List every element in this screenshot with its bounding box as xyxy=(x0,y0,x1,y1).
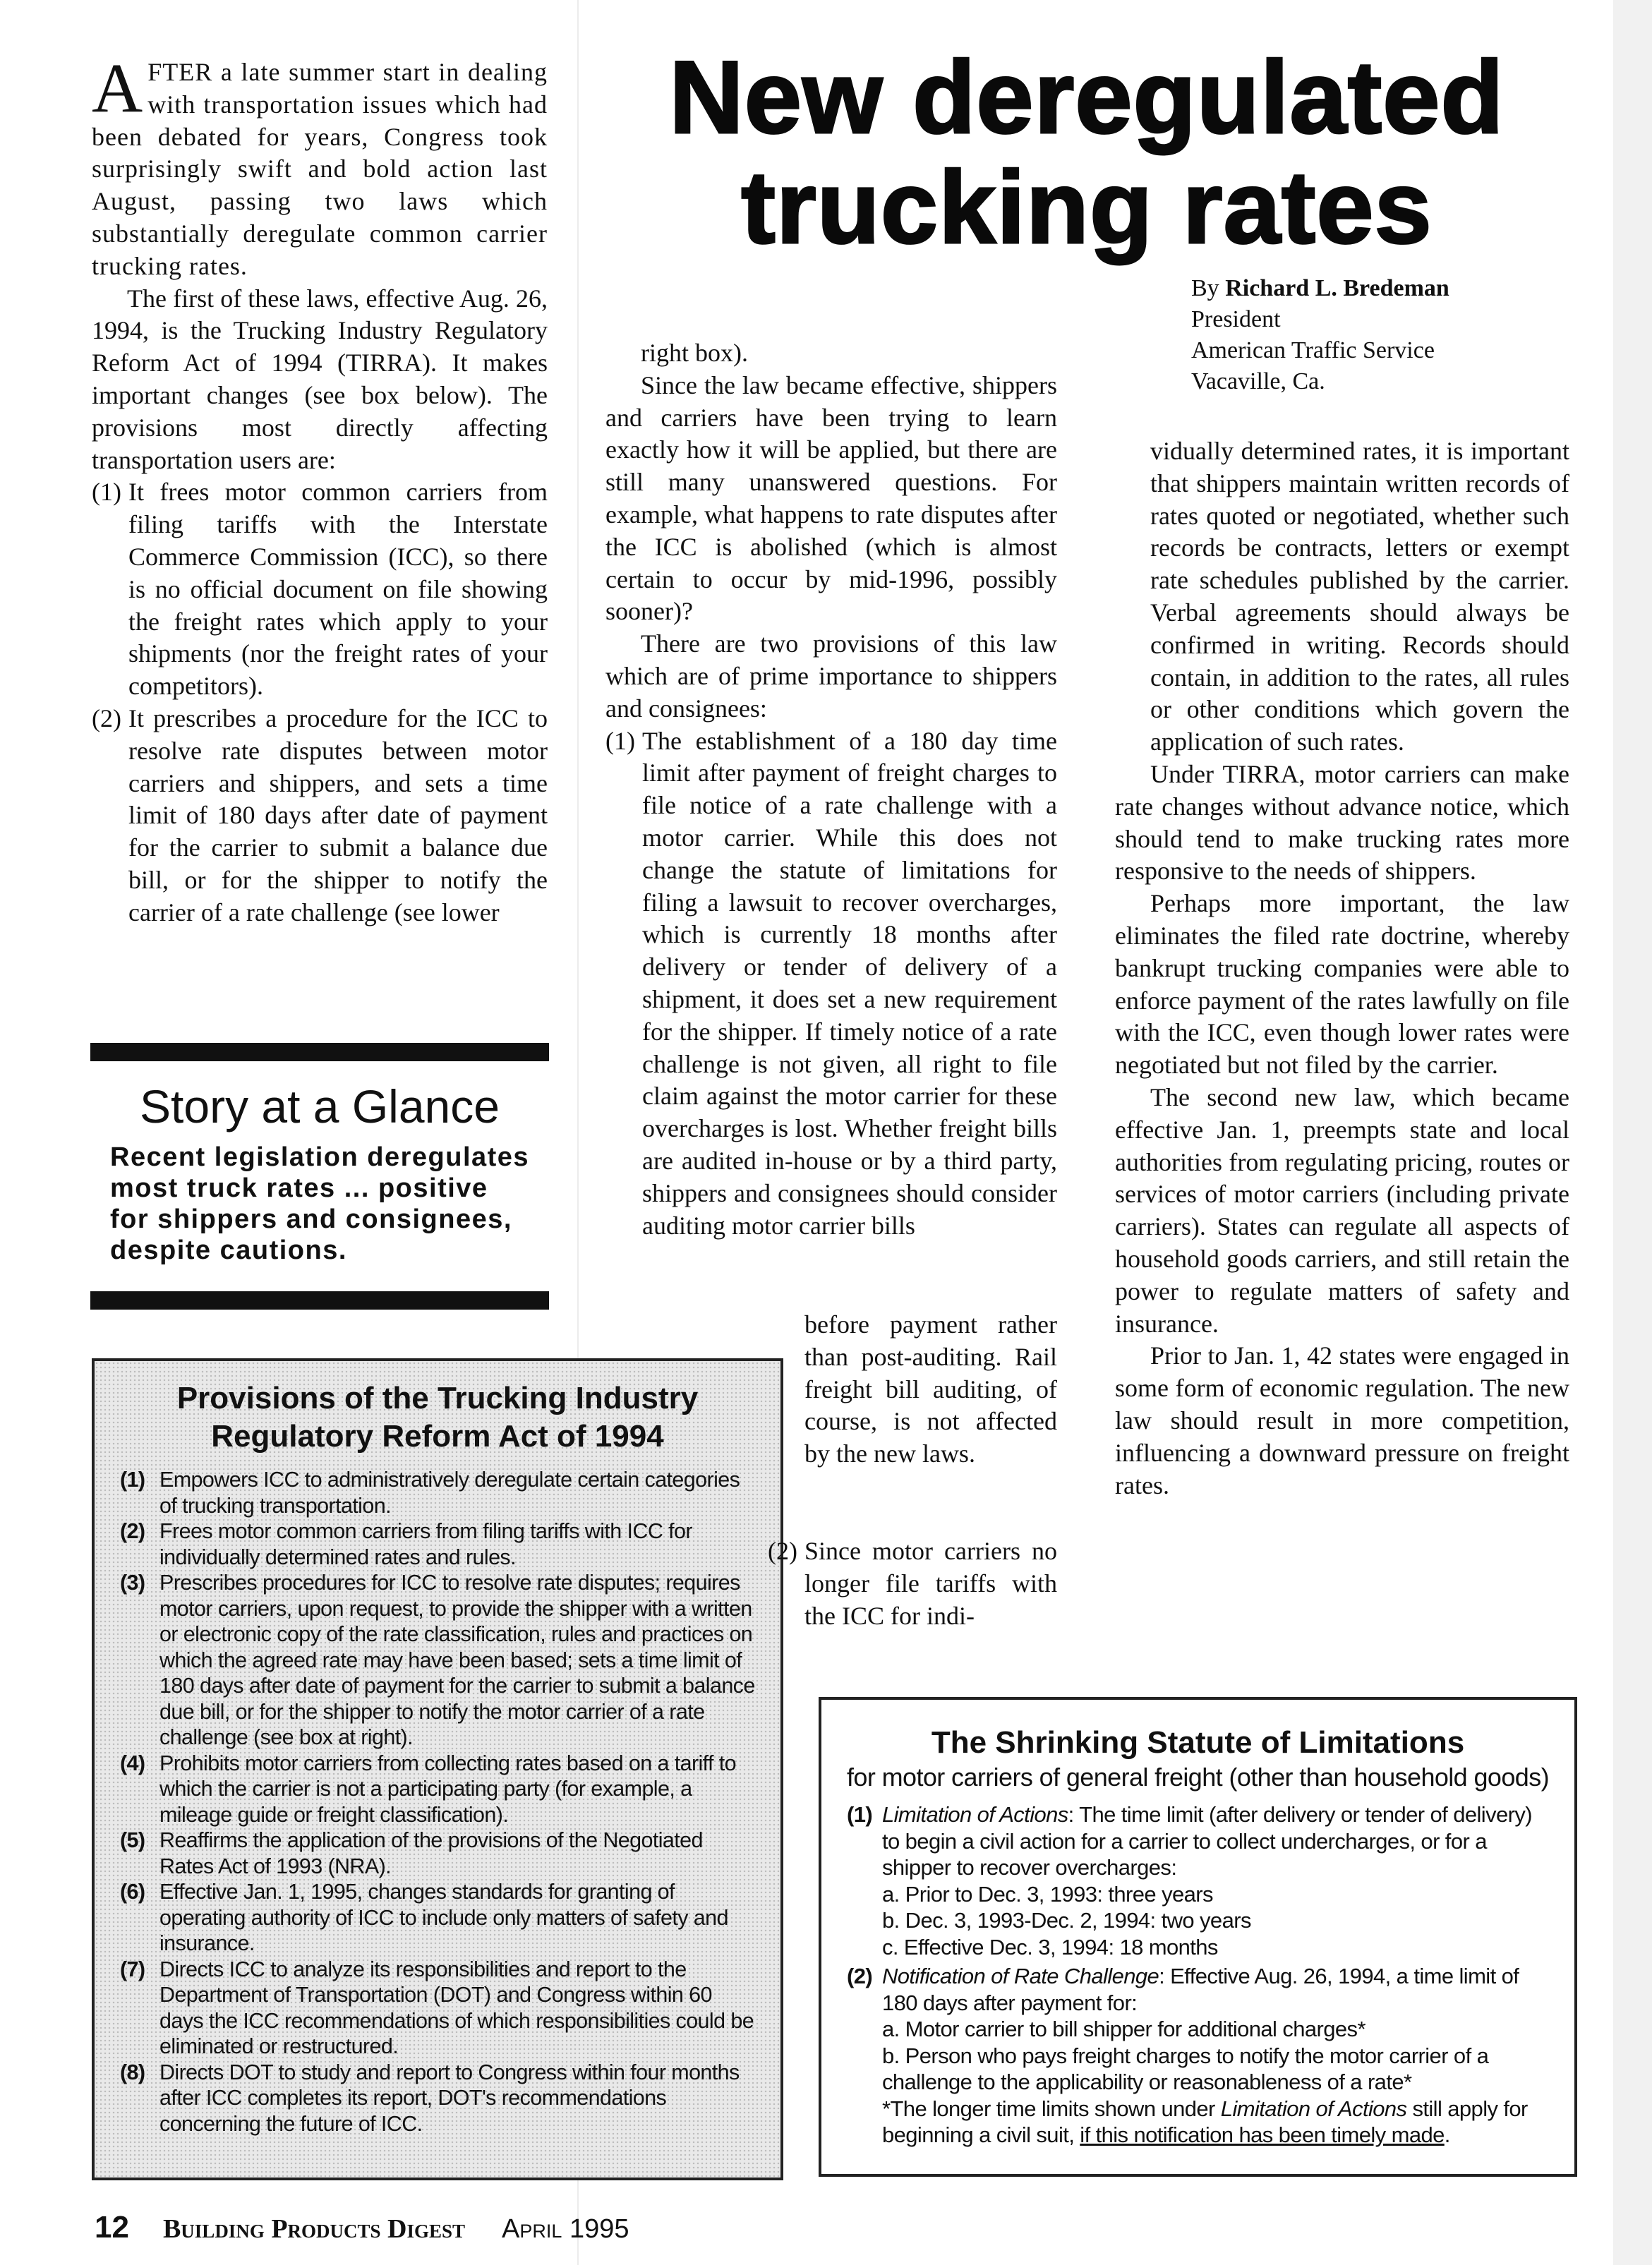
byline-by: By xyxy=(1191,275,1226,301)
provision-item xyxy=(120,1828,755,1879)
statute-item-2-b: b. Person who pays freight charges to notify the motor carrier of a challenge to the applicability or reasonableness of a rate* xyxy=(882,2043,1489,2094)
footnote-mid: still apply for beginning a civil suit, xyxy=(882,2096,1528,2147)
footnote-underline: if this notification has been timely made xyxy=(1080,2122,1445,2147)
col1-paragraph-1 xyxy=(92,49,548,283)
col1-list-item-1 xyxy=(92,476,548,703)
col3-paragraph-3: Perhaps more important, the law eliminates the filed rate doctrine, whereby bankrupt trucking companies were able to enforce payment of the rates lawfully on file with the ICC, even though lower rates were negotiated but not filed by the carrier. xyxy=(1115,889,1569,1080)
glance-bottom-rule xyxy=(90,1291,549,1310)
statute-item-1-c: c. Effective Dec. 3, 1994: 18 months xyxy=(882,1934,1218,1959)
col2-paragraph-2: There are two provisions of this law which are of prime importance to shippers and consignees: xyxy=(605,629,1057,723)
list-text: Effective Jan. 1, 1995, changes standards for granting of operating authority of ICC to include only matters of safety and insurance. xyxy=(159,1880,728,1955)
footnote-italic: Limitation of Actions xyxy=(1220,2096,1407,2121)
glance-top-rule xyxy=(90,1043,549,1061)
footnote-pre: *The longer time limits shown under xyxy=(882,2096,1221,2121)
col3-paragraph-2: Under TIRRA, motor carriers can make rate changes without advance notice, which should tend to make trucking rates more responsive to the needs of shippers. xyxy=(1115,759,1569,886)
provision-item xyxy=(120,2060,755,2137)
list-number: (2) xyxy=(847,1964,873,1988)
list-number: (2) xyxy=(92,703,121,732)
list-text: Prohibits motor carriers from collecting rates based on a tariff to which the carrier is not a participating party (for example, a mileage guide or freight classification). xyxy=(159,1751,736,1827)
list-number: (2) xyxy=(120,1519,145,1543)
list-number: (4) xyxy=(120,1751,145,1775)
headline-line-1: New deregulated xyxy=(669,40,1505,155)
statute-footnote xyxy=(847,2096,1549,2149)
list-text: It frees motor common carriers from filing tariffs with the Interstate Commerce Commission (ICC), so there is no official document on file showing the freight rates which apply to your shipments (nor the freight rates of your competitors). xyxy=(128,478,548,701)
col1-list-item-2 xyxy=(92,703,548,929)
col1-paragraph-1-text: FTER a late summer start in dealing with transportation issues which had been debated for years, Congress took surprisingly swift and bold action last August, passing two laws which substantially deregulate common carrier trucking rates. xyxy=(92,58,548,280)
list-text: Reaffirms the application of the provisions of the Negotiated Rates Act of 1993 (NRA). xyxy=(159,1828,703,1878)
statute-item-1-content xyxy=(882,1801,1549,1960)
provisions-list xyxy=(120,1467,755,2137)
provision-item xyxy=(120,1957,755,2060)
glance-title: Story at a Glance xyxy=(140,1080,500,1132)
statute-item-2-text: : Effective Aug. 26, 1994, a time limit of 180 days after payment for: xyxy=(882,1964,1519,2015)
headline xyxy=(586,40,1588,265)
statute-item-1 xyxy=(847,1801,1549,1960)
col2-paragraph-1: Since the law became effective, shippers and carriers have been trying to learn exactly how it will be applied, but there are still many unanswered questions. For example, what happens to rate disputes after the ICC is abolished (which is almost certain to occur by mid-1996, possibly sooner)? xyxy=(605,370,1057,626)
list-number: (1) xyxy=(847,1802,873,1827)
list-text: Directs DOT to study and report to Congress within four months after ICC completes its report, DOT's recommendations concerning the future of ICC. xyxy=(159,2060,740,2136)
statute-item-2-label: Notification of Rate Challenge xyxy=(882,1964,1159,1988)
list-number: (5) xyxy=(120,1828,145,1852)
column-1 xyxy=(92,49,548,929)
col2-list-item-1-tail: before payment rather than post-auditing. Rail freight bill auditing, of course, is not affected by the new laws. xyxy=(804,1310,1057,1468)
byline-company: American Traffic Service xyxy=(1191,337,1435,363)
footer xyxy=(95,2210,941,2245)
col3-paragraph-1: vidually determined rates, it is important that shippers maintain written records of rates quoted or negotiated, whether such records be contracts, letters or exempt rate schedules published by the carrier. Verbal agreements should always be confirmed in writing. Records should contain, in addition to the rates, all rules or other conditions which govern the application of such rates. xyxy=(1150,437,1569,756)
col2-paragraph-0: right box). xyxy=(641,339,748,367)
issue-date: April 1995 xyxy=(502,2214,629,2244)
statute-item-2-content xyxy=(882,1963,1549,2096)
page-right-edge xyxy=(1613,0,1652,2265)
statute-item-1-text: : The time limit (after delivery or tender of delivery) to begin a civil action for a carrier to collect undercharges, or for a shipper to recover overcharges: xyxy=(882,1802,1532,1880)
page-number: 12 xyxy=(95,2210,129,2245)
byline xyxy=(1191,273,1586,397)
column-3 xyxy=(1115,435,1569,1502)
list-text: Frees motor common carriers from filing tariffs with ICC for individually determined rates and rules. xyxy=(159,1519,692,1569)
column-2-narrow-item-2 xyxy=(768,1535,1057,1632)
col2-list-item-1 xyxy=(605,725,1057,1243)
byline-location: Vacaville, Ca. xyxy=(1191,368,1325,394)
list-number: (8) xyxy=(120,2060,145,2084)
col1-paragraph-2: The first of these laws, effective Aug. 26, 1994, is the Trucking Industry Regulatory Reform Act of 1994 (TIRRA). It makes important changes (see box below). The provisions most directly affecting transportation users are: xyxy=(92,284,548,474)
col2-list-item-2 xyxy=(768,1535,1057,1632)
drop-cap: A xyxy=(92,49,144,127)
glance-body: Recent legislation deregulates most truck rates ... positive for shippers and consignees, despite cautions. xyxy=(110,1142,530,1265)
list-text: Prescribes procedures for ICC to resolve rate disputes; requires motor carriers, upon request, to provide the shipper with a written or electronic copy of the rate classification, rules and practices on which the agreed rate may have been based; sets a time limit of 180 days after date of payment for the carrier to submit a balance due bill, or for the shipper to notify the motor carrier of a rate challenge (see box at right). xyxy=(159,1571,755,1749)
list-text: The establishment of a 180 day time limit after payment of freight charges to file notice of a rate challenge with a motor carrier. While this does not change the statute of limitations for filing a lawsuit to recover overcharges, which is currently 18 months after delivery or tender of delivery of a shipment, it does set a new requirement for the shipper. If timely notice of a rate challenge is not given, all right to file claim against the motor carrier for these overcharges is lost. Whether freight bills are audited in-house or by a third party, shippers and consignees should consider auditing motor carrier bills xyxy=(642,726,1057,1240)
list-number: (2) xyxy=(768,1537,797,1565)
footnote-end: . xyxy=(1444,2122,1450,2147)
provision-item xyxy=(120,1467,755,1518)
column-2 xyxy=(605,337,1057,1242)
byline-title: President xyxy=(1191,306,1281,332)
list-number: (1) xyxy=(92,478,121,507)
provisions-box xyxy=(92,1358,783,2180)
statute-item-1-a: a. Prior to Dec. 3, 1993: three years xyxy=(882,1881,1213,1907)
list-number: (1) xyxy=(605,726,635,755)
statute-item-2-a: a. Motor carrier to bill shipper for additional charges* xyxy=(882,2017,1365,2041)
provisions-box-title: Provisions of the Trucking Industry Regulatory Reform Act of 1994 xyxy=(176,1381,699,1454)
provision-item xyxy=(120,1570,755,1751)
col3-paragraph-4: The second new law, which became effective Jan. 1, preempts state and local authorities from regulating pricing, routes or services of motor carriers (including private carriers). States can regulate all aspects of household goods carriers, and still retain the power to regulate matters of safety and insurance. xyxy=(1115,1082,1569,1338)
statute-box-title: The Shrinking Statute of Limitations xyxy=(931,1725,1465,1760)
statute-list xyxy=(847,1801,1549,2149)
statute-item-1-label: Limitation of Actions xyxy=(882,1802,1068,1827)
statute-box xyxy=(819,1697,1577,2177)
list-number: (7) xyxy=(120,1957,145,1981)
statute-box-subtitle: for motor carriers of general freight (other than household goods) xyxy=(847,1763,1549,1792)
list-text: Empowers ICC to administratively deregulate certain categories of trucking transportation. xyxy=(159,1468,740,1518)
list-number: (3) xyxy=(120,1571,145,1595)
publication-name: Building Products Digest xyxy=(162,2214,466,2244)
list-number: (1) xyxy=(120,1468,145,1492)
headline-line-2: trucking rates xyxy=(741,150,1433,265)
provision-item xyxy=(120,1879,755,1957)
list-text: Directs ICC to analyze its responsibilities and report to the Department of Transportation (DOT) and Congress within 60 days the ICC recommendations of which responsibilities could be eliminated or restructured. xyxy=(159,1957,754,2058)
col3-paragraph-5: Prior to Jan. 1, 42 states were engaged in some form of economic regulation. The new law should result in more competition, influencing a downward pressure on freight rates. xyxy=(1115,1341,1569,1499)
statute-item-1-b: b. Dec. 3, 1993-Dec. 2, 1994: two years xyxy=(882,1908,1251,1933)
statute-item-2 xyxy=(847,1963,1549,2096)
byline-author: Richard L. Bredeman xyxy=(1225,275,1449,301)
provision-item xyxy=(120,1518,755,1570)
column-2-narrow xyxy=(804,1309,1057,1470)
list-text: It prescribes a procedure for the ICC to resolve rate disputes between motor carriers and shippers, and sets a time limit of 180 days after date of payment for the carrier to submit a balance due bill, or for the shipper to notify the carrier of a rate challenge (see lower xyxy=(128,703,548,926)
list-text: Since motor carriers no longer file tariffs with the ICC for indi- xyxy=(804,1537,1057,1630)
list-number: (6) xyxy=(120,1880,145,1904)
provision-item xyxy=(120,1751,755,1828)
